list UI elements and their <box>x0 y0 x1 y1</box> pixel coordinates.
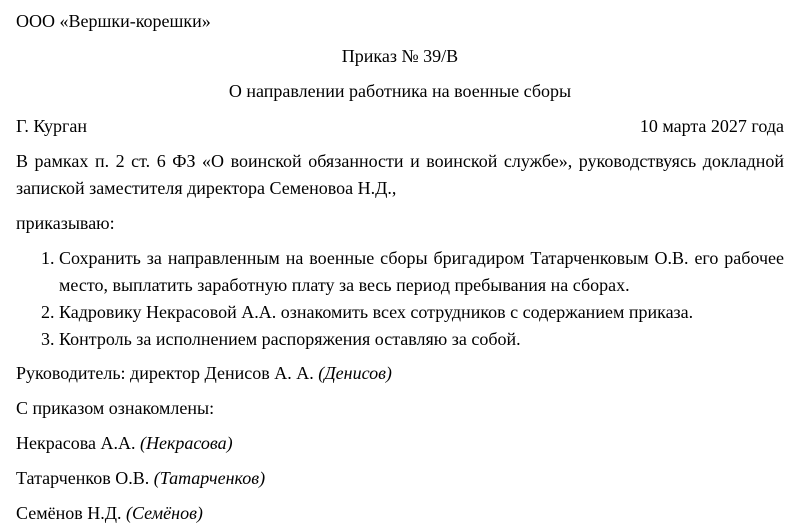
acknowledgement-signature: (Татарченков) <box>153 468 266 488</box>
head-signature-name: (Денисов) <box>318 363 392 383</box>
acknowledgement-name: Татарченков О.В. <box>16 468 150 488</box>
order-number-title: Приказ № 39/В <box>341 46 459 66</box>
company-name: ООО «Вершки-корешки» <box>16 11 211 31</box>
order-subject: О направлении работника на военные сборы <box>228 81 572 101</box>
order-item: 2. Кадровику Некрасовой А.А. ознакомить всех сотрудников с содержанием приказа. <box>59 299 784 326</box>
city: Г. Курган <box>16 116 88 136</box>
order-date: 10 марта 2027 года <box>639 116 784 136</box>
acknowledgement-name: Некрасова А.А. <box>16 433 136 453</box>
acknowledgement-line <box>16 465 784 492</box>
head-signature-line <box>16 360 784 387</box>
acknowledgement-line <box>16 500 784 527</box>
preamble: В рамках п. 2 ст. 6 ФЗ «О воинской обязанности и воинской службе», руководствуясь докладной запиской заместителя директора Семеновоа Н.Д., <box>16 151 784 198</box>
head-signature-label: Руководитель: директор Денисов А. А. <box>16 363 314 383</box>
acknowledgement-name: Семёнов Н.Д. <box>16 503 122 523</box>
order-word: приказываю: <box>16 213 115 233</box>
city-date-line <box>16 113 784 140</box>
order-item: 3. Контроль за исполнением распоряжения оставляю за собой. <box>59 326 784 353</box>
order-items-list <box>16 245 784 353</box>
acknowledgement-line <box>16 430 784 457</box>
acknowledgement-signature: (Некрасова) <box>139 433 233 453</box>
acknowledged-heading: С приказом ознакомлены: <box>16 398 215 418</box>
order-item: 1. Сохранить за направленным на военные сборы бригадиром Татарченковым О.В. его рабочее место, выплатить заработную плату за весь период пребывания на сборах. <box>59 245 784 299</box>
acknowledgement-signature: (Семёнов) <box>126 503 203 523</box>
